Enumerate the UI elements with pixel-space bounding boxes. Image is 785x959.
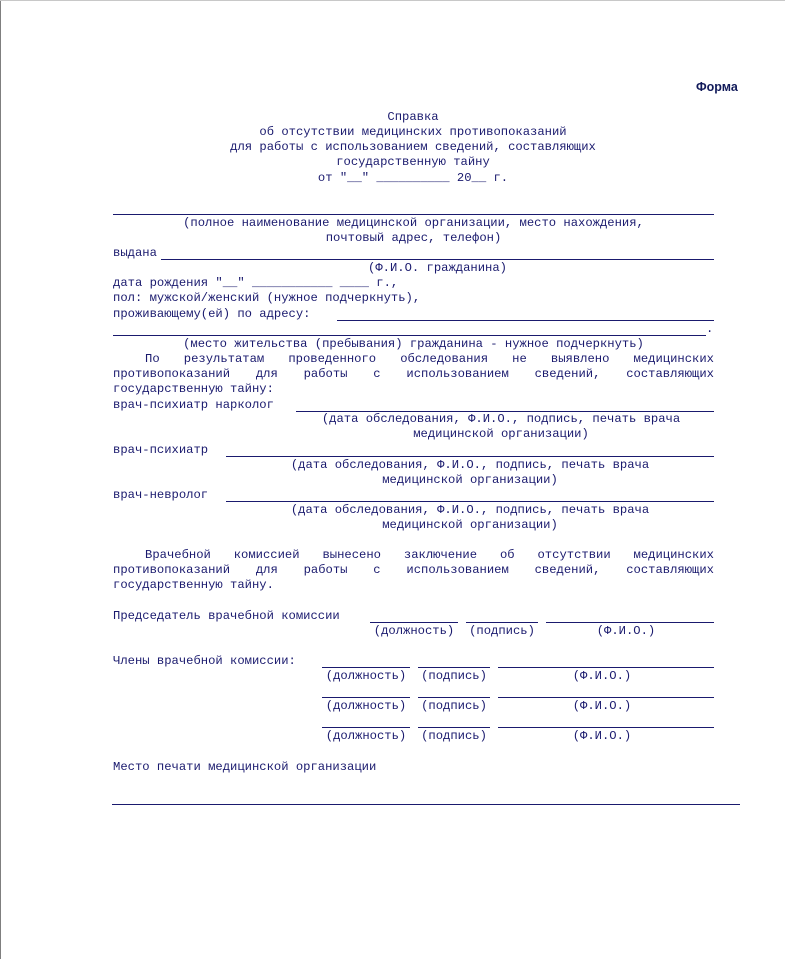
birth-date-text: дата рождения "__" ___________ ____ г., <box>113 276 399 290</box>
psychiatrist-caption-2: медицинской организации) <box>382 473 558 487</box>
org-caption-2: почтовый адрес, телефон) <box>325 231 502 245</box>
title-line-2: об отсутствии медицинских противопоказаний <box>259 125 567 139</box>
result-paragraph-line-2: противопоказаний для работы с использованием сведений, составляющих <box>113 367 714 381</box>
issued-caption: (Ф.И.О. гражданина) <box>368 261 507 275</box>
psychiatrist-label: врач-психиатр <box>113 443 209 457</box>
org-name-line <box>113 214 714 215</box>
narcologist-label: врач-психиатр нарколог <box>113 398 274 412</box>
result-paragraph-line-1: По результатам проведенного обследования не выявлено медицинских <box>145 352 714 366</box>
member-1-signature-line <box>418 667 490 668</box>
form-label: Форма <box>696 80 738 94</box>
neurologist-caption-2: медицинской организации) <box>382 518 558 532</box>
member-1-fio-caption: (Ф.И.О.) <box>572 669 632 683</box>
address-end-mark: . <box>706 322 714 336</box>
sex-text: пол: мужской/женский (нужное подчеркнуть), <box>113 291 421 305</box>
issued-line <box>161 259 714 260</box>
address-line-1 <box>337 320 714 321</box>
issued-label: выдана <box>113 246 157 260</box>
psychiatrist-caption-1: (дата обследования, Ф.И.О., подпись, печать врача <box>290 458 650 472</box>
member-2-position-line <box>322 697 410 698</box>
footer-rule <box>112 804 740 805</box>
narcologist-caption-2: медицинской организации) <box>413 427 589 441</box>
member-3-fio-caption: (Ф.И.О.) <box>572 729 632 743</box>
member-3-fio-line <box>498 727 714 728</box>
title-line-1: Справка <box>387 110 439 124</box>
chairman-fio-line <box>546 622 714 623</box>
member-2-fio-line <box>498 697 714 698</box>
member-1-signature-caption: (подпись) <box>421 669 487 683</box>
chairman-position-line <box>370 622 458 623</box>
title-line-4: государственную тайну <box>336 155 490 169</box>
chairman-position-caption: (должность) <box>373 624 455 638</box>
member-2-position-caption: (должность) <box>325 699 407 713</box>
member-3-position-line <box>322 727 410 728</box>
narcologist-caption-1: (дата обследования, Ф.И.О., подпись, печать врача <box>321 412 681 426</box>
psychiatrist-line <box>226 456 714 457</box>
neurologist-label: врач-невролог <box>113 488 209 502</box>
conclusion-paragraph-line-1: Врачебной комиссией вынесено заключение об отсутствии медицинских <box>145 548 714 562</box>
neurologist-line <box>226 501 714 502</box>
chairman-label: Председатель врачебной комиссии <box>113 609 340 623</box>
page-frame-top <box>0 0 785 1</box>
stamp-place-label: Место печати медицинской организации <box>113 760 377 774</box>
chairman-signature-line <box>466 622 538 623</box>
title-date-line: от "__" __________ 20__ г. <box>317 171 509 185</box>
member-2-signature-caption: (подпись) <box>421 699 487 713</box>
page-frame-left <box>0 0 1 959</box>
member-1-position-caption: (должность) <box>325 669 407 683</box>
member-3-position-caption: (должность) <box>325 729 407 743</box>
org-caption-1: (полное наименование медицинской организации, место нахождения, <box>183 216 644 230</box>
result-paragraph-line-3: государственную тайну: <box>113 382 274 396</box>
member-1-fio-line <box>498 667 714 668</box>
neurologist-caption-1: (дата обследования, Ф.И.О., подпись, печать врача <box>290 503 650 517</box>
member-2-signature-line <box>418 697 490 698</box>
address-line-2 <box>113 335 706 336</box>
title-line-3: для работы с использованием сведений, составляющих <box>230 140 596 154</box>
address-label: проживающему(ей) по адресу: <box>113 307 311 321</box>
address-caption: (место жительства (пребывания) гражданина - нужное подчеркнуть) <box>183 337 644 351</box>
chairman-signature-caption: (подпись) <box>469 624 535 638</box>
members-label: Члены врачебной комиссии: <box>113 654 296 668</box>
member-1-position-line <box>322 667 410 668</box>
conclusion-paragraph-line-2: противопоказаний для работы с использованием сведений, составляющих <box>113 563 714 577</box>
member-3-signature-caption: (подпись) <box>421 729 487 743</box>
chairman-fio-caption: (Ф.И.О.) <box>596 624 656 638</box>
member-2-fio-caption: (Ф.И.О.) <box>572 699 632 713</box>
conclusion-paragraph-line-3: государственную тайну. <box>113 578 274 592</box>
member-3-signature-line <box>418 727 490 728</box>
